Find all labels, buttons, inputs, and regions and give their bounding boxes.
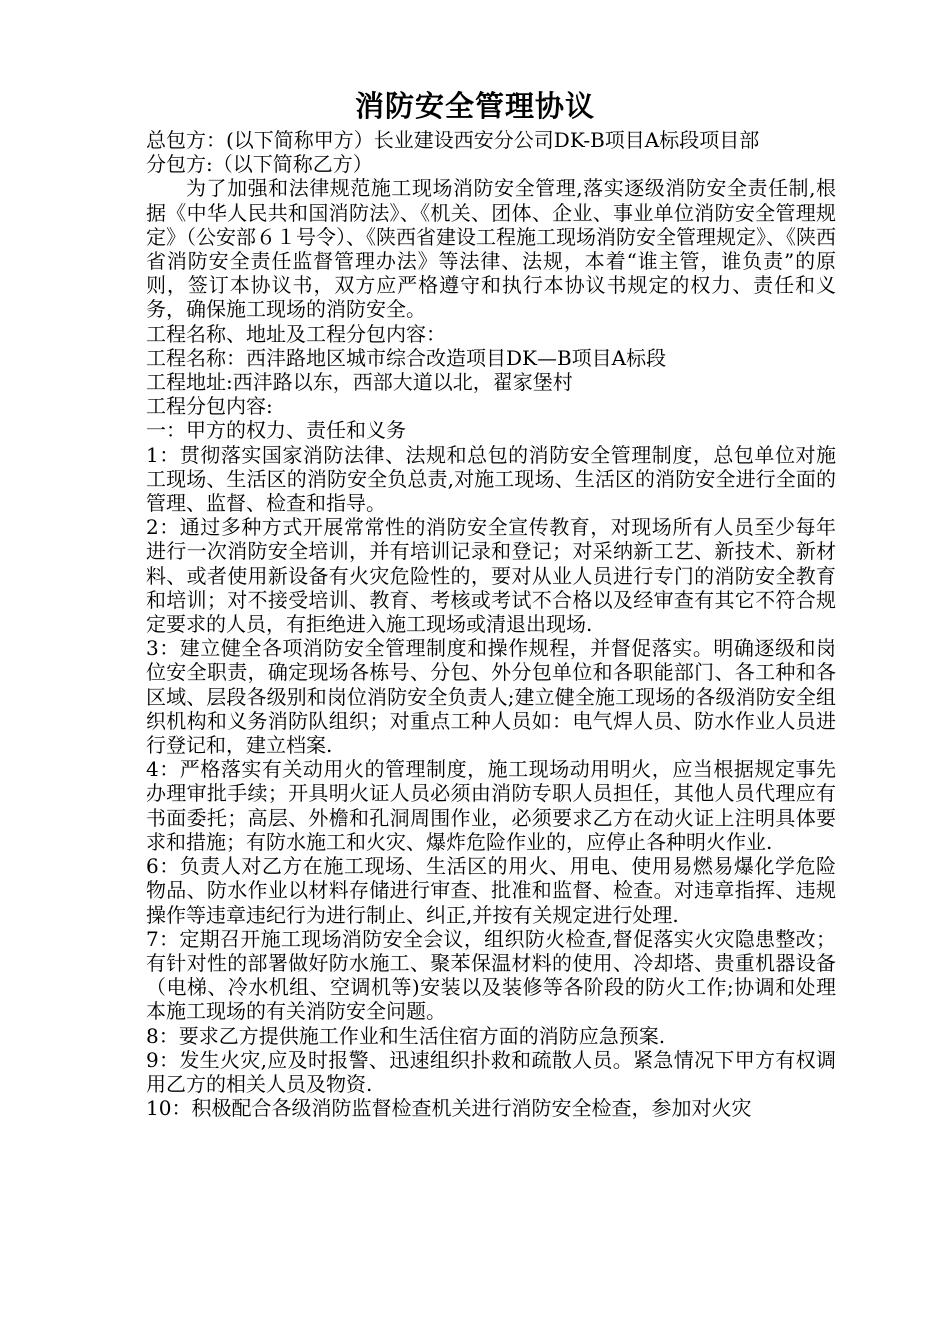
party-b-line: 分包方:（以下简称乙方）	[146, 152, 373, 177]
party-a-line: 总包方：(以下简称甲方）长业建设西安分公司DK-B项目A标段项目部	[146, 128, 760, 152]
document-title: 消防安全管理协议	[354, 89, 595, 123]
project-address-line: 工程地址:西沣路以东，西部大道以北，翟家堡村	[146, 370, 573, 395]
clause-1: 1：贯彻落实国家消防法律、法规和总包的消防安全管理制度，总包单位对施工现场、生活区的消防安全负总责,对施工现场、生活区的消防安全进行全面的管理、监督、检查和指导。	[146, 442, 836, 516]
preamble-paragraph: 为了加强和法律规范施工现场消防安全管理,落实逐级消防安全责任制,根据《中华人民共和国消防法》、《机关、团体、企业、事业单位消防安全管理规定》（公安部６１号令）、《陕西省建设工程施工现场消防安全管理规定》、《陕西省消防安全责任监督管理办法》等法律、法规，本着“谁主管，谁负责”的原则，签订本协议书，双方应严格遵守和执行本协议书规定的权力、责任和义务，确保施工现场的消防安全。	[146, 176, 836, 322]
clause-8: 8：要求乙方提供施工作业和生活住宿方面的消防应急预案.	[146, 1023, 666, 1048]
subcontract-content-line: 工程分包内容:	[146, 394, 273, 419]
clause-7: 7：定期召开施工现场消防安全会议，组织防火检查,督促落实火灾隐患整改；有针对性的部署做好防水施工、聚苯保温材料的使用、冷却塔、贵重机器设备（电梯、冷水机组、空调机等)安装以及装修等各阶段的防火工作;协调和处理本施工现场的有关消防安全问题。	[146, 926, 836, 1024]
clause-3: 3：建立健全各项消防安全管理制度和操作规程，并督促落实。明确逐级和岗位安全职责，确定现场各栋号、分包、外分包单位和各职能部门、各工种和各区域、层段各级别和岗位消防安全负责人;建立健全施工现场的各级消防安全组织机构和义务消防队组织；对重点工种人员如：电气焊人员、防水作业人员进行登记和，建立档案.	[146, 636, 836, 758]
document-body	[146, 128, 836, 1120]
project-name-line: 工程名称：西沣路地区城市综合改造项目DK—B项目A标段	[146, 345, 667, 370]
clause-9: 9：发生火灾,应及时报警、迅速组织扑救和疏散人员。紧急情况下甲方有权调用乙方的相关人员及物资.	[146, 1047, 836, 1096]
project-info-heading: 工程名称、地址及工程分包内容：	[146, 321, 446, 346]
clause-6: 6：负责人对乙方在施工现场、生活区的用火、用电、使用易燃易爆化学危险物品、防水作业以材料存储进行审查、批准和监督、检查。对违章指挥、违规操作等违章违纪行为进行制止、纠正,并按有关规定进行处理.	[146, 854, 836, 927]
clause-10: 10：积极配合各级消防监督检查机关进行消防安全检查，参加对火灾	[146, 1096, 752, 1121]
clause-4: 4：严格落实有关动用火的管理制度，施工现场动用明火，应当根据规定事先办理审批手续；开具明火证人员必须由消防专职人员担任，其他人员代理应有书面委托；高层、外檐和孔洞周围作业，必须要求乙方在动火证上注明具体要求和措施；有防水施工和火灾、爆炸危险作业的，应停止各种明火作业.	[146, 757, 836, 854]
clause-2: 2：通过多种方式开展常常性的消防安全宣传教育，对现场所有人员至少每年进行一次消防安全培训，并有培训记录和登记；对采纳新工艺、新技术、新材料、或者使用新设备有火灾危险性的，要对从业人员进行专门的消防安全教育和培训；对不接受培训、教育、考核或考试不合格以及经审查有其它不符合规定要求的人员，有拒绝进入施工现场或清退出现场.	[146, 515, 836, 637]
section-heading-party-a: 一：甲方的权力、责任和义务	[146, 418, 406, 443]
